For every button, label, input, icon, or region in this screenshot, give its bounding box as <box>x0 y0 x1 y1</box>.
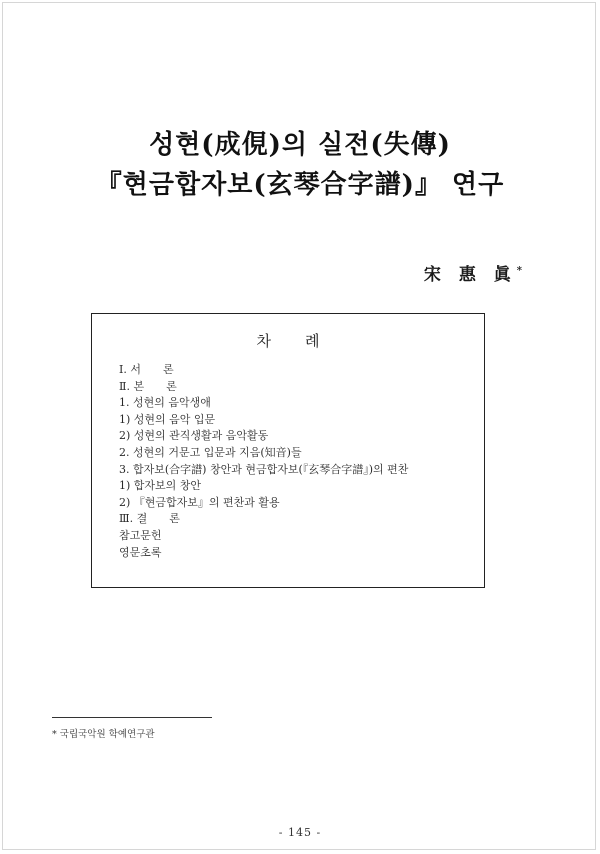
toc-heading: 차례 <box>256 332 354 350</box>
article-title-line2: 『현금합자보(玄琴合字譜)』 연구 <box>95 170 505 200</box>
toc-item: 2. 성현의 거문고 입문과 지음(知音)들 <box>119 445 302 459</box>
author-affiliation-footnote: * 국립국악원 학예연구관 <box>52 729 155 740</box>
toc-item: 2) 성현의 관직생활과 음악활동 <box>119 429 269 443</box>
toc-item: 1) 성현의 음악 입문 <box>119 412 216 426</box>
toc-item: 영문초록 <box>119 545 162 559</box>
toc-item: Ⅰ. 서 론 <box>119 363 174 376</box>
toc-item: 3. 합자보(合字譜) 창안과 현금합자보(『玄琴合字譜』)의 편찬 <box>119 462 409 476</box>
toc-list <box>119 362 408 561</box>
article-title-line1: 성현(成俔)의 실전(失傳) <box>149 130 451 160</box>
toc-item: 1) 합자보의 창안 <box>119 479 202 493</box>
table-of-contents <box>91 313 485 588</box>
toc-item: Ⅱ. 본 론 <box>119 379 177 393</box>
toc-item: 2) 『현금합자보』의 편찬과 활용 <box>119 495 280 509</box>
footnote-divider <box>52 717 212 718</box>
author-name <box>424 260 522 285</box>
toc-item: 1. 성현의 음악생애 <box>119 396 211 410</box>
author-footnote-mark: * <box>516 265 522 277</box>
toc-item: Ⅲ. 결 론 <box>119 512 180 526</box>
page-number: - 145 - <box>278 826 322 839</box>
toc-item: 참고문헌 <box>119 528 162 542</box>
author-name-text: 宋 惠 眞 <box>423 265 517 285</box>
